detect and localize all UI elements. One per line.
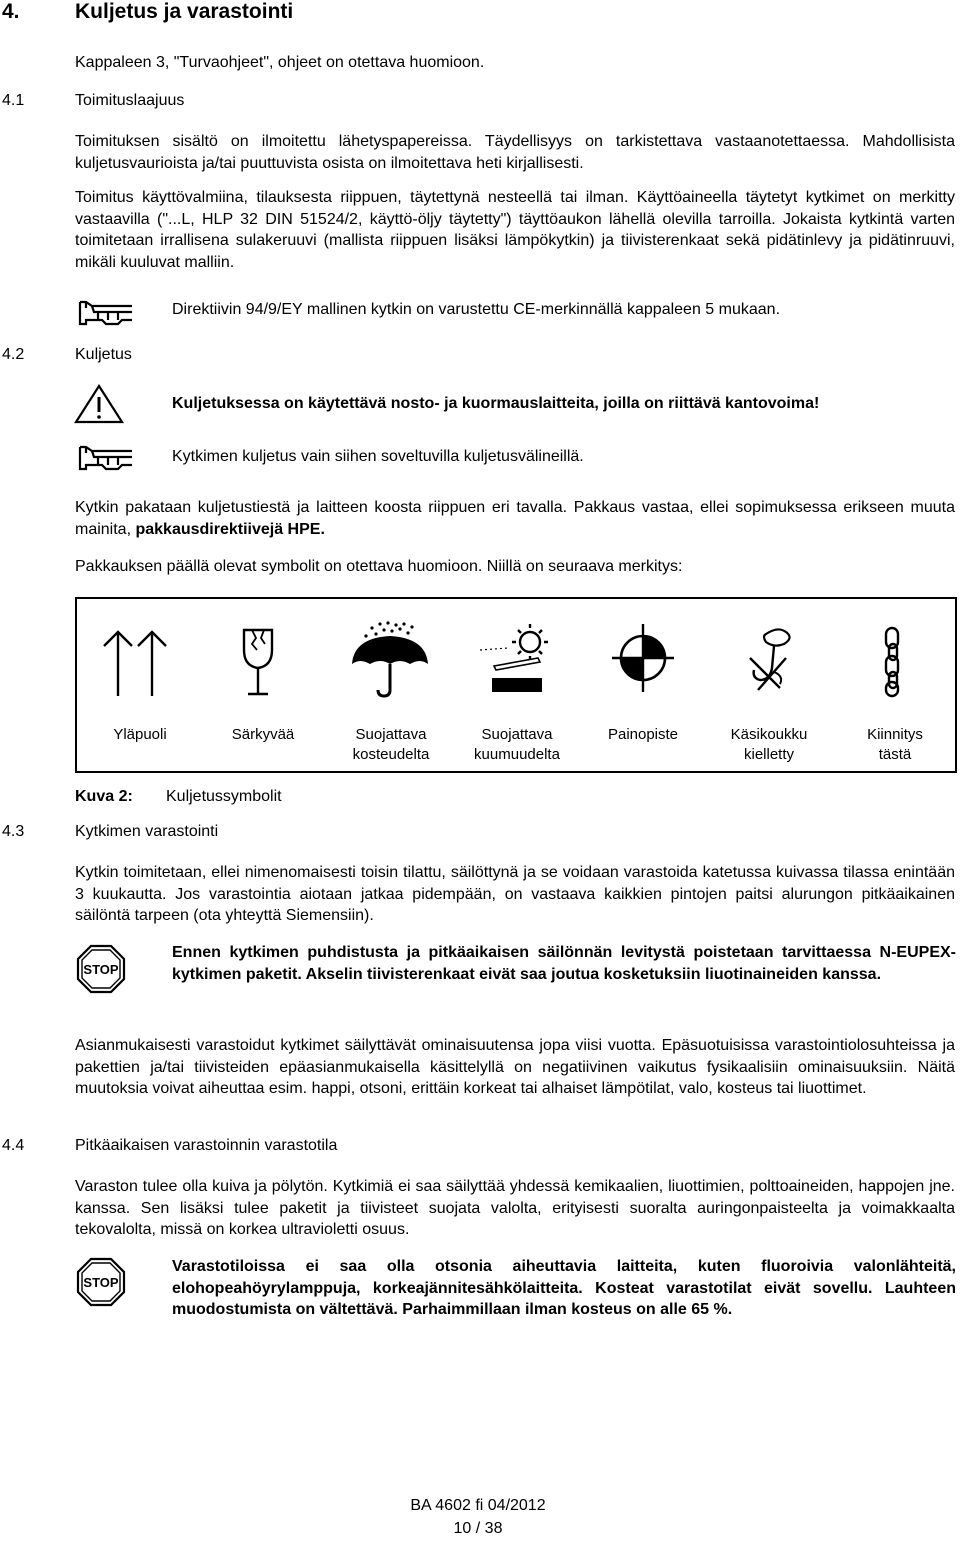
figure-label: Kuva 2: <box>75 788 133 805</box>
section-4-2-title: Kuljetus <box>75 346 132 363</box>
keep-from-heat-sun-icon <box>478 622 564 700</box>
s41-paragraph-1: Toimituksen sisältö on ilmoitettu lähetyspapereissa. Täydellisyys on tarkistettava vastaanotettaessa. Mahdollisista kuljetusvaurioista ja/tai puuttuvista osista on ilmoitettava heti kirjallisesti. <box>75 133 955 172</box>
section-4-1-number: 4.1 <box>2 92 25 109</box>
symbol-label-up: Yläpuoli <box>113 726 167 743</box>
intro-text: Kappaleen 3, "Turvaohjeet", ohjeet on otettava huomioon. <box>75 54 485 71</box>
svg-text:STOP: STOP <box>83 962 119 977</box>
svg-text:STOP: STOP <box>83 1275 119 1290</box>
symbol-label-keep-dry: Suojattava kosteudelta <box>352 726 430 763</box>
section-4-2-number: 4.2 <box>2 346 25 363</box>
s41-paragraph-2: Toimitus käyttövalmiina, tilauksesta riippuen, täytettynä nesteellä tai ilman. Käyttöaineella täytetyt kytkimet on merkitty vastaavilla ("...L, HLP 32 DIN 51524/2, käyttö-öljy täytetty") täyttöaukon lähellä olevilla tarroilla. Jokaista kytkintä varten toimitetaan irrallisena sulakeruuvi (mallista riippuen lisäksi lämpökytkin) ja tiivisterenkaat sekä pidätinlevy ja pidätinruuvi, mikäli kuuluvat malliin. <box>75 189 955 272</box>
symbol-label-sling-here: Kiinnitys tästä <box>867 726 923 763</box>
no-hooks-icon <box>744 624 800 698</box>
s42-paragraph-1-text: Kytkin pakataan kuljetustiestä ja laitteen koosta riippuen eri tavalla. Pakkaus vastaa, ellei sopimuksessa erikseen muuta mainita, <box>75 499 955 538</box>
section-4-4-title: Pitkäaikaisen varastoinnin varastotila <box>75 1137 338 1154</box>
symbol-label-centre-of-gravity: Painopiste <box>607 726 679 743</box>
sling-here-chain-icon <box>878 626 908 698</box>
stop-sign-icon <box>76 1257 126 1307</box>
section-4-3-title: Kytkimen varastointi <box>75 823 219 840</box>
fragile-glass-icon <box>238 628 278 698</box>
s42-note: Kytkimen kuljetus vain siihen soveltuvilla kuljetusvälineillä. <box>172 448 584 465</box>
centre-of-gravity-icon <box>610 622 676 694</box>
pointing-hand-icon <box>78 443 134 473</box>
chapter-title: Kuljetus ja varastointi <box>75 0 294 23</box>
figure-caption: Kuljetussymbolit <box>166 788 282 805</box>
s43-paragraph-1: Kytkin toimitetaan, ellei nimenomaisesti toisin tilattu, säilöttynä ja se voidaan varastoida katetussa kuivassa tilassa enintään 3 kuukautta. Jos varastointia aiotaan jatkaa pidempään, on vastaava kaikkien pintojen paitsi alurungon pitkäaikainen säilöntä tarpeen (ota yhteyttä Siemensiin). <box>75 864 955 925</box>
s42-paragraph-1 <box>75 497 955 540</box>
s43-stop-note: Ennen kytkimen puhdistusta ja pitkäaikaisen säilönnän levitystä poistetaan tarvittaessa N-EUPEX-kytkimen paketit. Akselin tiivisterenkaat eivät saa joutua kosketuksiin liuotinaineiden kanssa. <box>172 944 956 983</box>
s42-paragraph-2: Pakkauksen päällä olevat symbolit on otettava huomioon. Niillä on seuraava merkitys: <box>75 558 683 575</box>
s43-paragraph-2: Asianmukaisesti varastoidut kytkimet säilyttävät ominaisuutensa jopa viisi vuotta. Epäsuotuisissa varastointiolosuhteissa ja pakettien ja/tai tiivisteiden epäasianmukaisella käsittelyllä on negatiivinen vaikutus fysikaalisiin ominaisuuksiin. Näitä muutoksia voivat aiheuttaa esim. happi, otsoni, erittäin korkeat tai alhaiset lämpötilat, valo, kosteus tai liuottimet. <box>75 1037 955 1098</box>
symbol-label-keep-from-heat: Suojattava kuumuudelta <box>474 726 560 763</box>
section-4-4-number: 4.4 <box>2 1137 25 1154</box>
s44-paragraph-1: Varaston tulee olla kuiva ja pölytön. Kytkimiä ei saa säilyttää yhdessä kemikaalien, liuottimien, polttoaineiden, happojen jne. kanssa. Sen lisäksi tulee paketit ja tiivisteet suojata valolta, erityisesti suoralta auringonpaisteelta ja voimakkaalta tekovalolta, missä on korkea ultravioletti osuus. <box>75 1178 955 1239</box>
stop-sign-icon <box>76 944 126 994</box>
page-number: 10 / 38 <box>453 1520 503 1537</box>
symbol-label-no-hooks: Käsikoukku kielletty <box>730 726 808 763</box>
this-way-up-icon <box>100 628 170 698</box>
warning-triangle-icon <box>74 384 124 424</box>
keep-dry-umbrella-icon <box>350 620 430 698</box>
s42-warning: Kuljetuksessa on käytettävä nosto- ja kuormauslaitteita, joilla on riittävä kantovoima! <box>172 395 820 412</box>
chapter-number: 4. <box>2 0 20 23</box>
symbol-label-fragile: Särkyvää <box>231 726 295 743</box>
section-4-1-title: Toimituslaajuus <box>75 92 185 109</box>
footer-doc-id: BA 4602 fi 04/2012 <box>410 1497 546 1514</box>
section-4-3-number: 4.3 <box>2 823 25 840</box>
s42-paragraph-1-bold: pakkausdirektiivejä HPE. <box>135 520 325 538</box>
pointing-hand-icon <box>78 298 134 328</box>
s44-stop-note: Varastotiloissa ei saa olla otsonia aiheuttavia laitteita, kuten fluoroivia valonlähteitä, elohopeahöyrylamppuja, korkeajännitesähkölaitteita. Kosteat varastotilat eivät sovellu. Lauhteen muodostumista on vältettävä. Parhaimmillaan ilman kosteus on alle 65 %. <box>172 1258 956 1319</box>
s41-note: Direktiivin 94/9/EY mallinen kytkin on varustettu CE-merkinnällä kappaleen 5 mukaan. <box>172 301 781 318</box>
